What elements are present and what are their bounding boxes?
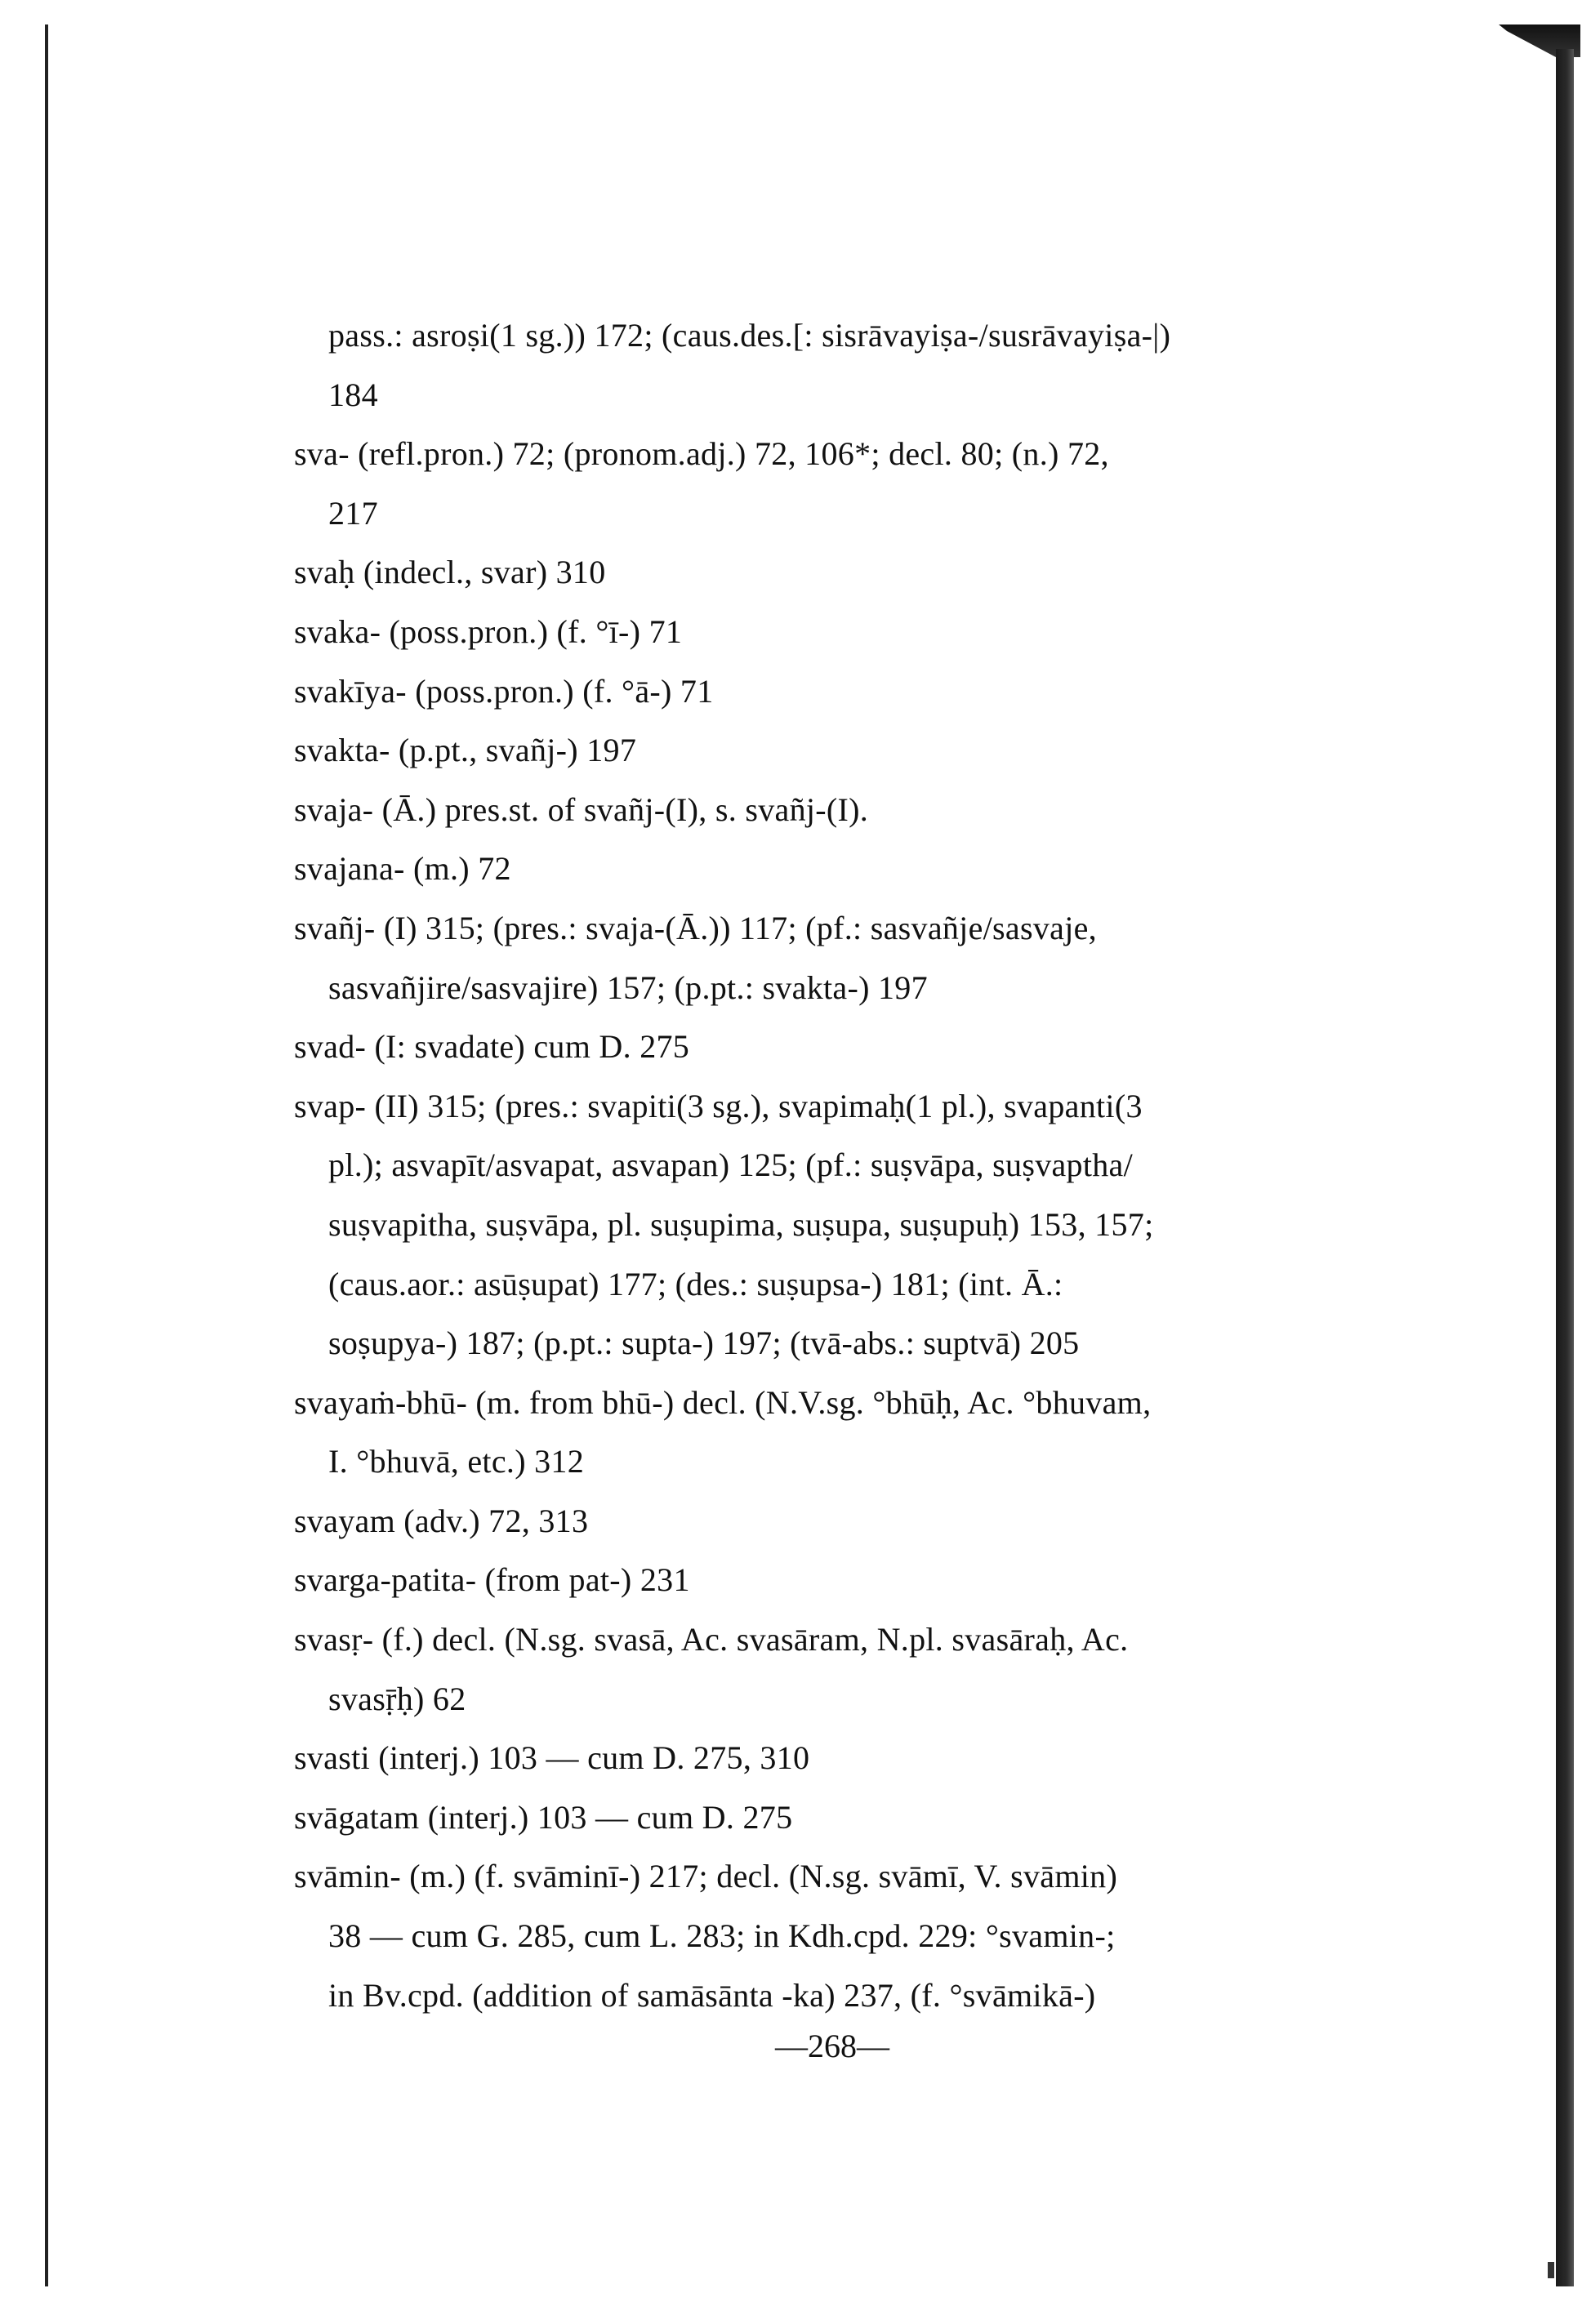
index-line: svarga-patita- (from pat-) 231 bbox=[294, 1561, 690, 1599]
scan-edge-mark bbox=[1548, 2262, 1554, 2278]
index-line: svāgatam (interj.) 103 — cum D. 275 bbox=[294, 1798, 793, 1836]
index-entries bbox=[294, 306, 1388, 2025]
index-line: svasṛ- (f.) decl. (N.sg. svasā, Ac. svasāram, N.pl. svasāraḥ, Ac. bbox=[294, 1621, 1129, 1658]
index-line: sva- (refl.pron.) 72; (pronom.adj.) 72, 106*; decl. 80; (n.) 72, bbox=[294, 435, 1109, 473]
page-number: —268— bbox=[775, 2028, 889, 2064]
scan-edge-right bbox=[1556, 49, 1574, 2286]
index-line: I. °bhuvā, etc.) 312 bbox=[328, 1443, 585, 1480]
index-line: 217 bbox=[328, 494, 378, 532]
index-line: svap- (II) 315; (pres.: svapiti(3 sg.), svapimaḥ(1 pl.), svapanti(3 bbox=[294, 1087, 1143, 1124]
index-line: svayaṁ-bhū- (m. from bhū-) decl. (N.V.sg. °bhūḥ, Ac. °bhuvam, bbox=[294, 1383, 1152, 1421]
index-line: svasṝḥ) 62 bbox=[328, 1680, 466, 1717]
index-line: svasti (interj.) 103 — cum D. 275, 310 bbox=[294, 1739, 810, 1777]
index-line: 184 bbox=[328, 376, 378, 413]
index-line: 38 — cum G. 285, cum L. 283; in Kdh.cpd. 229: °svamin-; bbox=[328, 1917, 1116, 1955]
index-line: pass.: asroṣi(1 sg.)) 172; (caus.des.[: sisrāvayiṣa-/susrāvayiṣa-|) bbox=[328, 317, 1171, 354]
index-line: svaja- (Ā.) pres.st. of svañj-(I), s. svañj-(I). bbox=[294, 790, 869, 828]
index-line: svakta- (p.pt., svañj-) 197 bbox=[294, 732, 637, 769]
index-line: svad- (I: svadate) cum D. 275 bbox=[294, 1028, 690, 1066]
index-line: svāmin- (m.) (f. svāminī-) 217; decl. (N.sg. svāmī, V. svāmin) bbox=[294, 1858, 1118, 1895]
index-line: svaḥ (indecl., svar) 310 bbox=[294, 554, 606, 591]
index-line: pl.); asvapīt/asvapat, asvapan) 125; (pf.: suṣvāpa, suṣvaptha/ bbox=[328, 1146, 1134, 1184]
index-line: in Bv.cpd. (addition of samāsānta -ka) 237, (f. °svāmikā-) bbox=[328, 1976, 1096, 2014]
index-line: svañj- (I) 315; (pres.: svaja-(Ā.)) 117; (pf.: sasvañje/sasvaje, bbox=[294, 909, 1097, 946]
index-line: soṣupya-) 187; (p.pt.: supta-) 197; (tvā-abs.: suptvā) 205 bbox=[328, 1325, 1080, 1362]
index-line: sasvañjire/sasvajire) 157; (p.pt.: svakta-) 197 bbox=[328, 968, 928, 1006]
index-line: svajana- (m.) 72 bbox=[294, 850, 511, 888]
index-line: svakīya- (poss.pron.) (f. °ā-) 71 bbox=[294, 672, 714, 710]
scan-edge-left bbox=[45, 24, 48, 2286]
index-line: svaka- (poss.pron.) (f. °ī-) 71 bbox=[294, 612, 683, 650]
index-line: (caus.aor.: asūṣupat) 177; (des.: suṣupsa-) 181; (int. Ā.: bbox=[328, 1265, 1063, 1302]
index-line: svayam (adv.) 72, 313 bbox=[294, 1502, 589, 1539]
index-line: suṣvapitha, suṣvāpa, pl. suṣupima, suṣupa, suṣupuḥ) 153, 157; bbox=[328, 1205, 1154, 1243]
